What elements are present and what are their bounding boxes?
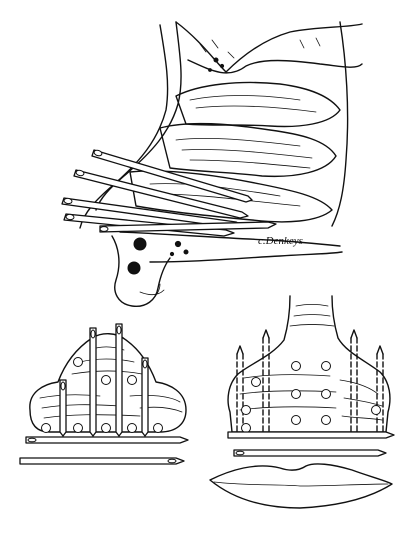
- bolster-dot: [322, 362, 331, 371]
- bolster-dot: [372, 406, 381, 415]
- needle-tip: [377, 346, 383, 354]
- bolster-dot: [74, 358, 83, 367]
- bolster-dot: [242, 424, 251, 433]
- bolster-dot: [154, 424, 163, 433]
- nasal-bone-outline: [80, 25, 168, 228]
- needle-tip: [263, 330, 269, 338]
- needle-tip: [237, 346, 243, 354]
- bolster-dot: [102, 376, 111, 385]
- needle-eye: [66, 214, 74, 220]
- needle-eye: [143, 360, 147, 368]
- needle-dashed: [263, 338, 269, 432]
- bolster-dot: [322, 416, 331, 425]
- bolster-dot: [74, 424, 83, 433]
- bone-dot: [214, 58, 218, 62]
- needle-tip: [351, 330, 357, 338]
- alar-crease: [140, 284, 164, 300]
- artist-signature: c.Denkeys: [258, 235, 303, 247]
- bolster-dot: [128, 376, 137, 385]
- bolster-dot: [322, 390, 331, 399]
- bone-dot: [170, 252, 173, 255]
- cribriform-plate: [188, 60, 362, 73]
- bolster-dot: [102, 424, 111, 433]
- bone-dot: [209, 69, 212, 72]
- bolster-dot: [252, 378, 261, 387]
- needle-eye: [168, 459, 176, 463]
- needle-eye: [61, 382, 65, 390]
- dorsum-texture: [240, 305, 382, 421]
- needle: [20, 458, 184, 464]
- needle: [116, 324, 122, 436]
- needle-eye: [236, 451, 244, 455]
- skull-base-line: [332, 22, 348, 226]
- frontal-view-columella: [210, 296, 394, 508]
- bone-dot: [175, 241, 180, 246]
- sagittal-nasal-section: [62, 22, 362, 306]
- bolster-dot: [42, 424, 51, 433]
- needle: [142, 358, 148, 436]
- bolster-dot: [292, 362, 301, 371]
- suture-exit-hole: [128, 262, 140, 274]
- needle-eye: [100, 227, 108, 232]
- suture-exit-hole: [134, 238, 146, 250]
- needle-eye: [64, 198, 73, 204]
- needle: [228, 432, 394, 438]
- needle: [26, 437, 188, 443]
- bolster-dot: [242, 406, 251, 415]
- superior-turbinate: [176, 83, 340, 127]
- bone-dot: [184, 250, 188, 254]
- bone-dot: [220, 64, 223, 67]
- palate-lower: [150, 252, 342, 262]
- bolster-dot: [292, 416, 301, 425]
- needle-dashed: [237, 354, 243, 432]
- needle-eye: [117, 326, 121, 334]
- needle-eye: [91, 330, 95, 338]
- frontal-sinus-wall: [176, 22, 362, 72]
- lip-line: [214, 482, 388, 486]
- bolster-dot: [128, 424, 137, 433]
- frontal-view-vertical-needles: [20, 324, 188, 464]
- needle: [234, 450, 386, 456]
- bolster-dot: [292, 390, 301, 399]
- sphenoid-hatching: [200, 38, 320, 58]
- needle: [90, 328, 96, 436]
- needle-eye: [28, 438, 36, 442]
- nasal-dorsum: [228, 296, 390, 432]
